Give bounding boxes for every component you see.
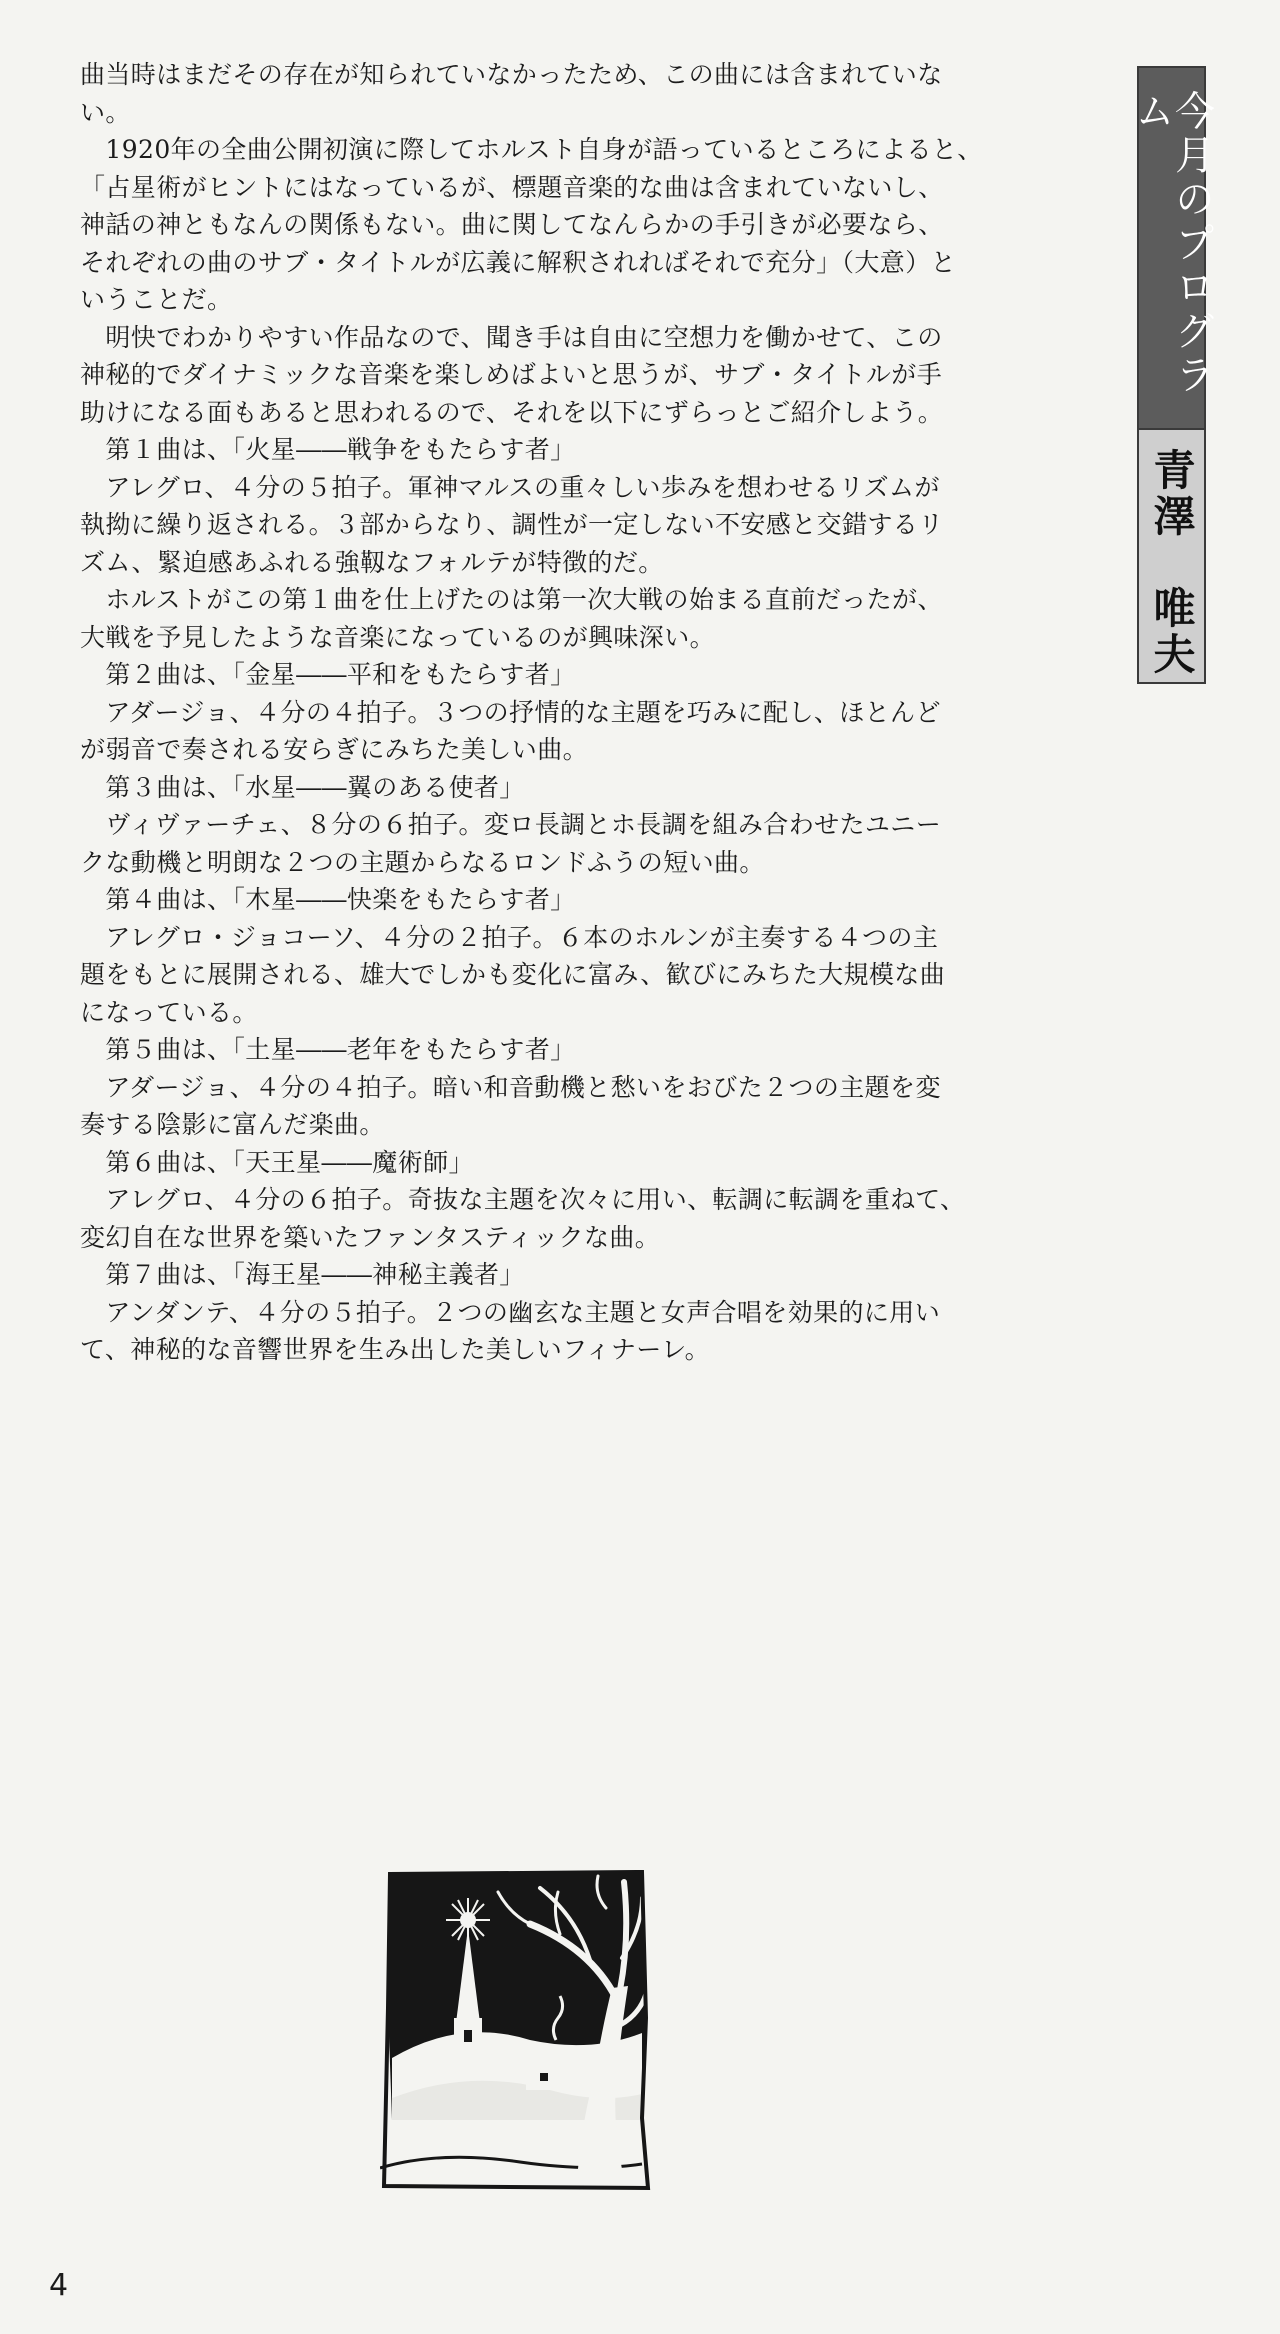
body-text-line: 第２曲は、「金星――平和をもたらす者」 bbox=[80, 660, 576, 689]
body-text-line: 執拗に繰り返される。３部からなり、調性が一定しない不安感と交錯するリ bbox=[80, 510, 944, 539]
section-title: 今月のプログラム bbox=[1128, 90, 1215, 398]
body-text-line: 第３曲は、「水星――翼のある使者」 bbox=[80, 772, 525, 802]
body-text-line: 第４曲は、「木星――快楽をもたらす者」 bbox=[80, 885, 576, 914]
body-text-line: アダージョ、４分の４拍子。３つの抒情的な主題を巧みに配し、ほとんど bbox=[80, 697, 941, 727]
body-text-line: て、神秘的な音響世界を生み出した美しいフィナーレ。 bbox=[80, 1335, 711, 1364]
body-text-line: 題をもとに展開される、雄大でしかも変化に富み、歓びにみちた大規模な曲 bbox=[80, 960, 946, 989]
body-text-line: 第１曲は、「火星――戦争をもたらす者」 bbox=[80, 435, 576, 464]
author-tab bbox=[1137, 430, 1206, 684]
body-text-line: 明快でわかりやすい作品なので、聞き手は自由に空想力を働かせて、この bbox=[80, 322, 943, 352]
body-text-line: アレグロ、４分の６拍子。奇抜な主題を次々に用い、転調に転調を重ねて、 bbox=[80, 1185, 966, 1214]
author-name: 青澤 唯夫 bbox=[1147, 448, 1197, 678]
body-text-line: アレグロ・ジョコーソ、４分の２拍子。６本のホルンが主奏する４つの主 bbox=[80, 922, 939, 952]
body-text-line: 変幻自在な世界を築いたファンタスティックな曲。 bbox=[80, 1222, 661, 1252]
article-body bbox=[80, 56, 983, 1369]
cottage-window bbox=[540, 2073, 548, 2081]
body-text-line: ホルストがこの第１曲を仕上げたのは第一次大戦の始まる直前だったが、 bbox=[80, 585, 943, 614]
body-text-line: 奏する陰影に富んだ楽曲。 bbox=[80, 1110, 385, 1139]
body-text-line: ズム、緊迫感あふれる強靱なフォルテが特徴的だ。 bbox=[80, 547, 664, 577]
church-tower bbox=[454, 2018, 482, 2070]
woodcut-illustration bbox=[380, 1868, 655, 2194]
page-number: 4 bbox=[49, 2268, 69, 2303]
tower-window bbox=[464, 2030, 472, 2042]
body-text-line: ヴィヴァーチェ、８分の６拍子。変ロ長調とホ長調を組み合わせたユニー bbox=[80, 810, 942, 839]
star-rays bbox=[446, 1898, 490, 1942]
body-text-line: 神話の神ともなんの関係もない。曲に関してなんらかの手引きが必要なら、 bbox=[80, 210, 944, 239]
body-text-line: が弱音で奏される安らぎにみちた美しい曲。 bbox=[80, 735, 589, 764]
body-text-line: 大戦を予見したような音楽になっているのが興味深い。 bbox=[80, 622, 716, 652]
body-text-line: それぞれの曲のサブ・タイトルが広義に解釈されればそれで充分」（大意）と bbox=[80, 247, 957, 277]
body-text-line: 第５曲は、「土星――老年をもたらす者」 bbox=[80, 1035, 576, 1064]
body-text-line: 第６曲は、「天王星――魔術師」 bbox=[80, 1147, 474, 1177]
body-text-line: アレグロ、４分の５拍子。軍神マルスの重々しい歩みを想わせるリズムが bbox=[80, 472, 940, 502]
body-text-line: アンダンテ、４分の５拍子。２つの幽玄な主題と女声合唱を効果的に用い bbox=[80, 1297, 941, 1327]
section-title-tab bbox=[1128, 66, 1215, 430]
body-text-line: 助けになる面もあると思われるので、それを以下にずらっとご紹介しよう。 bbox=[80, 397, 944, 427]
body-text-line: 神秘的でダイナミックな音楽を楽しめばよいと思うが、サブ・タイトルが手 bbox=[80, 360, 943, 389]
body-text-line: になっている。 bbox=[80, 997, 258, 1027]
body-text-line: 曲当時はまだその存在が知られていなかったため、この曲には含まれていな bbox=[80, 60, 943, 89]
body-text-line: 第７曲は、「海王星――神秘主義者」 bbox=[80, 1260, 525, 1289]
body-text-line: クな動機と明朗な２つの主題からなるロンドふうの短い曲。 bbox=[80, 847, 765, 877]
body-text-line: いうことだ。 bbox=[80, 285, 233, 314]
section-side-tab bbox=[1128, 66, 1215, 684]
body-text-line: 1920年の全曲公開初演に際してホルスト自身が語っているところによると、 bbox=[80, 135, 983, 164]
body-text-line: い。 bbox=[80, 97, 131, 127]
body-text-line: アダージョ、４分の４拍子。暗い和音動機と愁いをおびた２つの主題を変 bbox=[80, 1072, 941, 1102]
body-text-line: 「占星術がヒントにはなっているが、標題音楽的な曲は含まれていないし、 bbox=[80, 172, 944, 202]
